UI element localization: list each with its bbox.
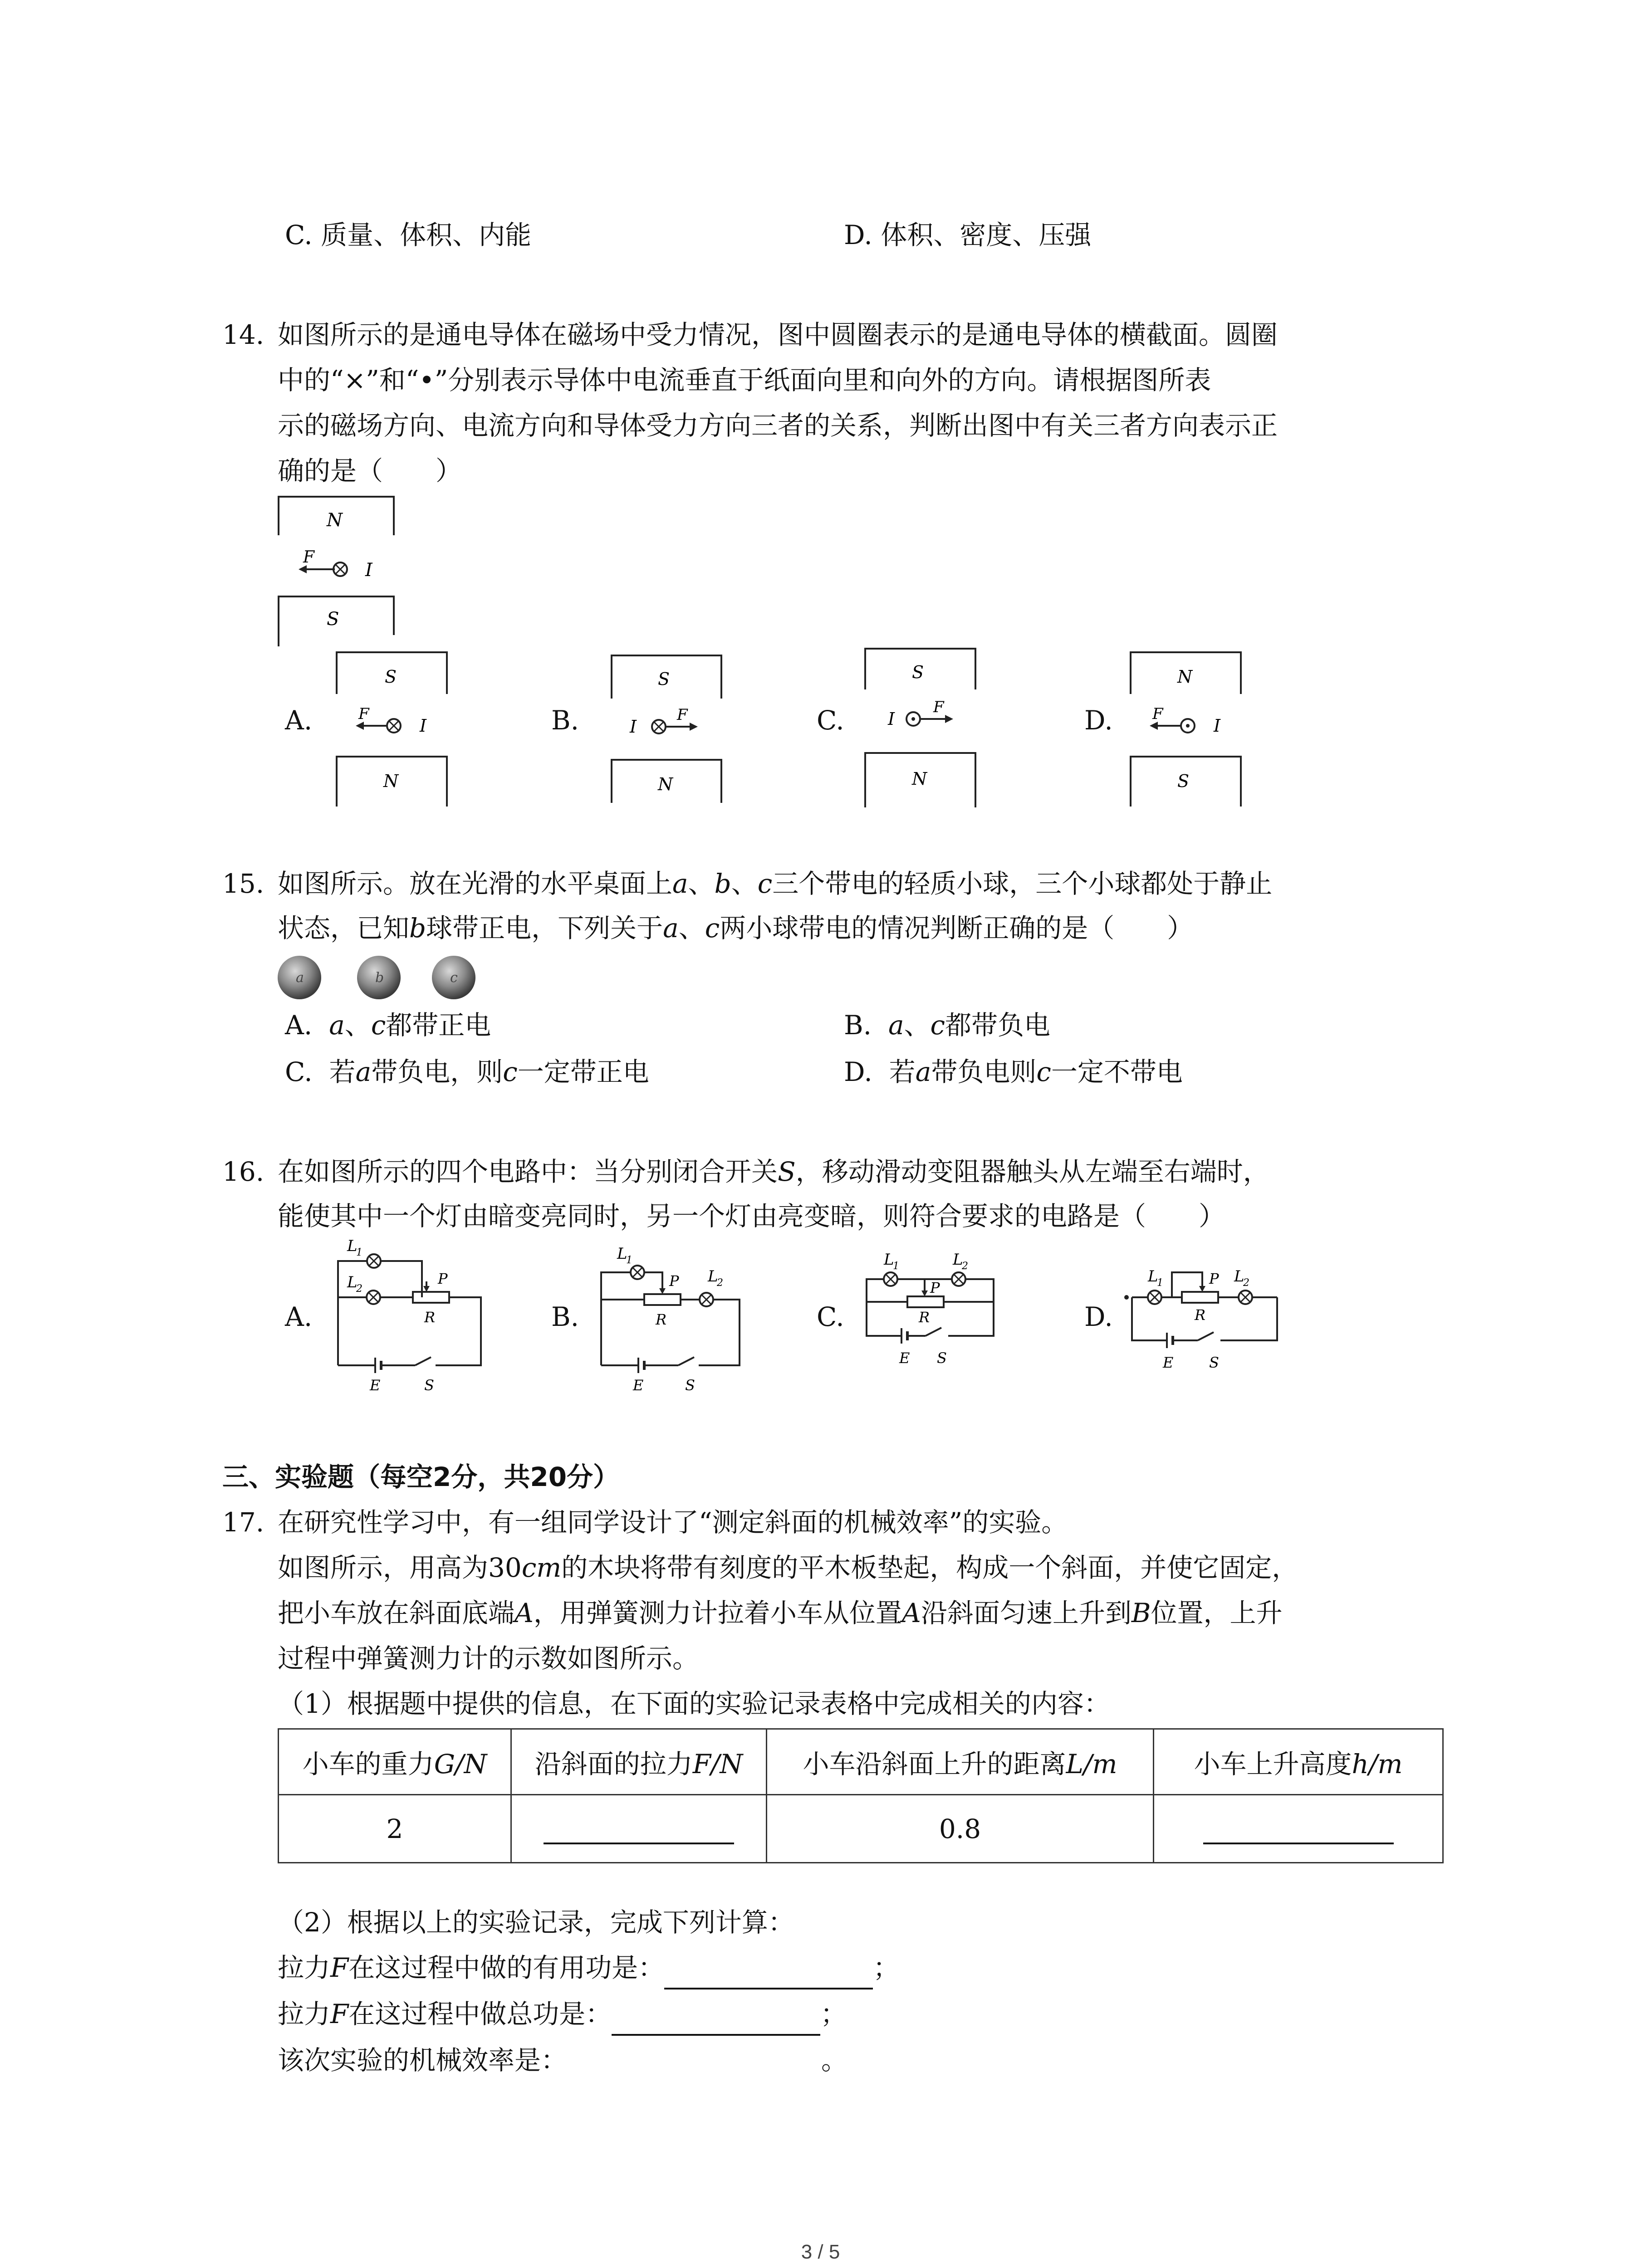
svg-text:S: S xyxy=(385,667,397,687)
header-height: 小车上升高度h/m xyxy=(1154,1729,1443,1795)
svg-text:R: R xyxy=(919,1309,930,1326)
svg-text:N: N xyxy=(658,774,673,794)
q15-option-b: B. a、c都带负电 xyxy=(844,1010,1051,1041)
q16-option-d: D. xyxy=(1084,1301,1113,1332)
q16-number: 16. xyxy=(222,1156,265,1187)
q14-option-c: C. xyxy=(817,705,844,736)
q17-line-3: 把小车放在斜面底端A，用弹簧测力计拉着小车从位置A沿斜面匀速上升到B位置，上升 xyxy=(278,1598,1283,1628)
q14-figure-a xyxy=(331,644,467,807)
svg-text:E: E xyxy=(1163,1354,1174,1371)
q14-line-1: 如图所示的是通电导体在磁场中受力情况，图中圆圈表示的是通电导体的横截面。圆圈 xyxy=(278,319,1278,350)
svg-text:F: F xyxy=(1152,705,1163,723)
q17-sub-1: （1）根据题中提供的信息，在下面的实验记录表格中完成相关的内容： xyxy=(278,1688,1110,1719)
q16-option-a: A. xyxy=(285,1301,313,1332)
q13-option-d: D. 体积、密度、压强 xyxy=(844,220,1092,250)
q16-option-c: C. xyxy=(817,1301,844,1332)
q15-option-c: C. 若a带负电，则c一定带正电 xyxy=(285,1056,649,1087)
svg-text:1: 1 xyxy=(626,1255,632,1266)
pole-label: S xyxy=(327,609,339,630)
page-number: 3 / 5 xyxy=(801,2241,840,2263)
svg-text:S: S xyxy=(1209,1354,1219,1371)
force-label: F xyxy=(303,548,314,567)
force-arrow-icon xyxy=(945,715,953,723)
q15-line-1: 如图所示。放在光滑的水平桌面上a、b、c三个带电的轻质小球，三个小球都处于静止 xyxy=(278,868,1273,899)
svg-text:P: P xyxy=(930,1279,940,1296)
svg-text:L: L xyxy=(708,1267,718,1286)
svg-text:L: L xyxy=(884,1251,894,1269)
svg-text:F: F xyxy=(358,705,369,723)
q17-line-2: 如图所示，用高为30cm的木块将带有刻度的平木板垫起，构成一个斜面，并使它固定， xyxy=(278,1552,1298,1583)
q17-calc-useful-work: 拉力F在这过程中做的有用功是： ； xyxy=(278,1946,899,1989)
q14-option-a: A. xyxy=(285,705,313,736)
q14-line-2: 中的“×”和“•”分别表示导体中电流垂直于纸面向里和向外的方向。请根据图所表 xyxy=(278,365,1211,396)
cell-pull-force[interactable] xyxy=(511,1795,767,1863)
q14-line-3: 示的磁场方向、电流方向和导体受力方向三者的关系，判断出图中有关三者方向表示正 xyxy=(278,410,1278,441)
svg-text:1: 1 xyxy=(356,1247,362,1258)
svg-text:I: I xyxy=(888,709,895,729)
svg-text:L: L xyxy=(1234,1267,1244,1286)
svg-text:2: 2 xyxy=(717,1277,723,1289)
q17-calc-total-work: 拉力F在这过程中做总功是： ； xyxy=(278,1992,847,2036)
svg-text:2: 2 xyxy=(356,1283,362,1295)
q15-balls-figure xyxy=(272,953,490,1002)
svg-text:P: P xyxy=(438,1270,448,1287)
svg-text:L: L xyxy=(347,1238,358,1255)
q16-circuit-d xyxy=(1123,1238,1295,1393)
cell-height[interactable] xyxy=(1154,1795,1443,1863)
q14-figure-b xyxy=(599,644,735,807)
svg-text:N: N xyxy=(912,769,927,789)
cell-gravity: 2 xyxy=(279,1795,511,1863)
svg-text:P: P xyxy=(1209,1270,1219,1287)
force-arrow-icon xyxy=(690,723,698,731)
svg-text:F: F xyxy=(933,698,944,716)
q13-option-c: C. 质量、体积、内能 xyxy=(285,220,532,250)
force-arrow-icon xyxy=(299,565,307,573)
q14-figure-c xyxy=(860,644,996,807)
svg-text:R: R xyxy=(656,1311,667,1328)
header-gravity: 小车的重力G/N xyxy=(279,1729,511,1795)
header-distance: 小车沿斜面上升的距离L/m xyxy=(767,1729,1154,1795)
q16-circuit-a xyxy=(331,1238,499,1393)
q17-record-table xyxy=(278,1728,1444,1863)
svg-text:2: 2 xyxy=(962,1261,968,1272)
svg-text:1: 1 xyxy=(893,1261,899,1272)
svg-text:I: I xyxy=(1214,716,1221,736)
current-label: I xyxy=(365,560,372,581)
table-row xyxy=(279,1795,1443,1863)
svg-text:I: I xyxy=(630,717,637,737)
svg-text:P: P xyxy=(669,1272,679,1290)
q15-number: 15. xyxy=(222,868,265,899)
q16-option-b: B. xyxy=(551,1301,579,1332)
q16-circuit-b xyxy=(594,1232,762,1393)
q14-option-b: B. xyxy=(551,705,579,736)
q14-number: 14. xyxy=(222,319,265,350)
q14-option-d: D. xyxy=(1084,705,1113,736)
svg-text:L: L xyxy=(617,1245,627,1263)
answer-blank[interactable] xyxy=(612,2007,820,2036)
svg-text:S: S xyxy=(912,662,924,682)
svg-text:1: 1 xyxy=(1157,1277,1163,1289)
q17-calc-efficiency: 该次实验的机械效率是： 。 xyxy=(278,2045,848,2076)
svg-text:E: E xyxy=(633,1377,644,1393)
svg-text:N: N xyxy=(383,771,399,791)
q17-sub-2: （2）根据以上的实验记录，完成下列计算： xyxy=(278,1907,794,1938)
svg-text:L: L xyxy=(347,1273,358,1291)
svg-text:S: S xyxy=(658,669,670,689)
header-pull-force: 沿斜面的拉力F/N xyxy=(511,1729,767,1795)
q17-number: 17. xyxy=(222,1507,265,1538)
svg-text:c: c xyxy=(450,970,458,986)
cell-distance: 0.8 xyxy=(767,1795,1154,1863)
svg-text:S: S xyxy=(685,1377,695,1393)
pole-label: N xyxy=(327,510,343,531)
svg-text:S: S xyxy=(424,1377,434,1393)
q17-line-1: 在研究性学习中，有一组同学设计了“测定斜面的机械效率”的实验。 xyxy=(278,1507,1068,1538)
svg-text:a: a xyxy=(296,970,304,986)
svg-text:L: L xyxy=(953,1251,963,1269)
q15-option-d: D. 若a带负电则c一定不带电 xyxy=(844,1056,1183,1087)
svg-text:I: I xyxy=(420,716,427,736)
svg-text:L: L xyxy=(1148,1267,1158,1286)
svg-text:b: b xyxy=(375,970,384,986)
q16-circuit-c xyxy=(857,1238,1025,1393)
svg-text:E: E xyxy=(899,1349,910,1367)
q16-line-1: 在如图所示的四个电路中：当分别闭合开关S，移动滑动变阻器触头从左端至右端时， xyxy=(278,1156,1269,1187)
svg-text:E: E xyxy=(370,1377,381,1393)
q14-figure-d xyxy=(1125,644,1261,807)
q16-line-2: 能使其中一个灯由暗变亮同时，另一个灯由亮变暗，则符合要求的电路是（ ） xyxy=(278,1201,1225,1232)
svg-text:S: S xyxy=(1177,771,1190,791)
q14-line-4: 确的是（ ） xyxy=(278,455,462,486)
svg-text:F: F xyxy=(677,706,688,724)
q17-line-4: 过程中弹簧测力计的示数如图所示。 xyxy=(278,1643,699,1674)
svg-text:R: R xyxy=(424,1309,436,1326)
answer-blank[interactable] xyxy=(664,1960,873,1989)
svg-text:N: N xyxy=(1177,667,1193,687)
section-3-title: 三、实验题（每空2分，共20分） xyxy=(222,1461,620,1492)
q15-line-2: 状态，已知b球带正电，下列关于a、c两小球带电的情况判断正确的是（ ） xyxy=(278,913,1194,943)
table-header-row xyxy=(279,1729,1443,1795)
q14-main-figure xyxy=(272,494,408,649)
svg-text:S: S xyxy=(937,1349,947,1367)
svg-text:R: R xyxy=(1195,1306,1206,1324)
svg-text:2: 2 xyxy=(1243,1277,1249,1289)
q15-option-a: A. a、c都带正电 xyxy=(285,1010,491,1041)
